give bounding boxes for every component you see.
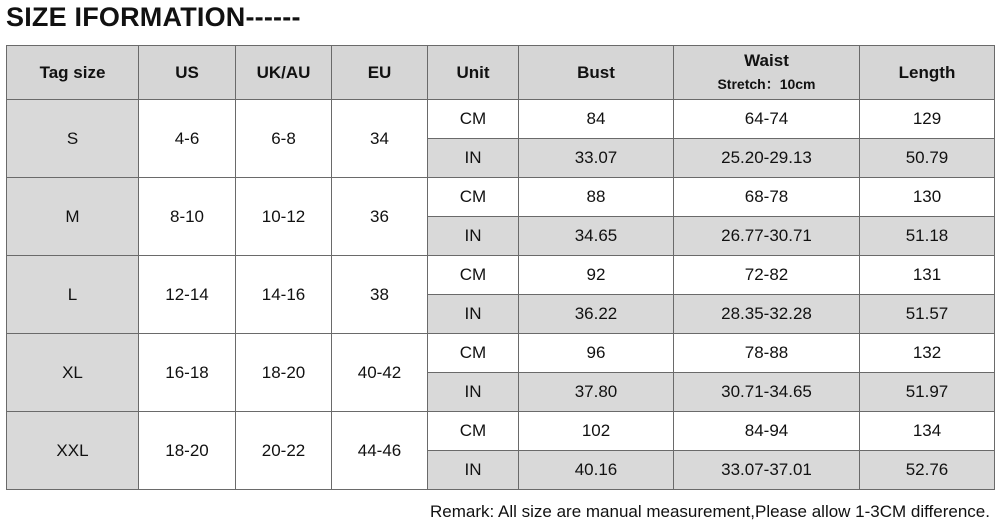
- cell-length: 129: [860, 100, 995, 139]
- cell-waist: 68-78: [674, 178, 860, 217]
- table-row: [7, 100, 995, 139]
- cell-ukau: 6-8: [236, 100, 332, 178]
- cell-tag-size: L: [7, 256, 139, 334]
- header-unit: Unit: [428, 46, 519, 100]
- cell-waist: 72-82: [674, 256, 860, 295]
- cell-tag-size: M: [7, 178, 139, 256]
- table-body: [7, 100, 995, 490]
- cell-waist: 84-94: [674, 412, 860, 451]
- cell-bust: 96: [519, 334, 674, 373]
- cell-length: 134: [860, 412, 995, 451]
- cell-length: 130: [860, 178, 995, 217]
- cell-waist: 26.77-30.71: [674, 217, 860, 256]
- header-ukau: UK/AU: [236, 46, 332, 100]
- cell-ukau: 18-20: [236, 334, 332, 412]
- cell-us: 4-6: [139, 100, 236, 178]
- cell-bust: 37.80: [519, 373, 674, 412]
- table-row: [7, 334, 995, 373]
- table-row: [7, 256, 995, 295]
- cell-waist: 28.35-32.28: [674, 295, 860, 334]
- cell-unit: CM: [428, 412, 519, 451]
- cell-bust: 88: [519, 178, 674, 217]
- header-bust: Bust: [519, 46, 674, 100]
- cell-length: 52.76: [860, 451, 995, 490]
- cell-eu: 44-46: [332, 412, 428, 490]
- header-waist-stretch: Stretch：10cm: [717, 76, 816, 92]
- cell-bust: 34.65: [519, 217, 674, 256]
- table-row: [7, 178, 995, 217]
- cell-us: 8-10: [139, 178, 236, 256]
- cell-unit: CM: [428, 256, 519, 295]
- header-waist: [674, 46, 860, 100]
- cell-unit: IN: [428, 139, 519, 178]
- cell-waist: 30.71-34.65: [674, 373, 860, 412]
- cell-ukau: 10-12: [236, 178, 332, 256]
- cell-unit: IN: [428, 373, 519, 412]
- cell-length: 132: [860, 334, 995, 373]
- cell-length: 50.79: [860, 139, 995, 178]
- cell-length: 51.97: [860, 373, 995, 412]
- cell-eu: 36: [332, 178, 428, 256]
- header-us: US: [139, 46, 236, 100]
- cell-unit: CM: [428, 334, 519, 373]
- header-length: Length: [860, 46, 995, 100]
- cell-waist: 64-74: [674, 100, 860, 139]
- cell-bust: 36.22: [519, 295, 674, 334]
- header-row: [7, 46, 995, 100]
- cell-unit: IN: [428, 295, 519, 334]
- cell-waist: 25.20-29.13: [674, 139, 860, 178]
- cell-bust: 40.16: [519, 451, 674, 490]
- cell-us: 18-20: [139, 412, 236, 490]
- cell-length: 51.18: [860, 217, 995, 256]
- cell-waist: 33.07-37.01: [674, 451, 860, 490]
- cell-eu: 34: [332, 100, 428, 178]
- cell-waist: 78-88: [674, 334, 860, 373]
- cell-bust: 102: [519, 412, 674, 451]
- cell-bust: 84: [519, 100, 674, 139]
- cell-us: 12-14: [139, 256, 236, 334]
- cell-tag-size: XL: [7, 334, 139, 412]
- header-tag-size: Tag size: [7, 46, 139, 100]
- cell-length: 131: [860, 256, 995, 295]
- cell-eu: 40-42: [332, 334, 428, 412]
- header-waist-label: Waist: [744, 51, 789, 70]
- table-row: [7, 412, 995, 451]
- cell-bust: 33.07: [519, 139, 674, 178]
- header-eu: EU: [332, 46, 428, 100]
- cell-unit: CM: [428, 178, 519, 217]
- cell-us: 16-18: [139, 334, 236, 412]
- cell-unit: IN: [428, 217, 519, 256]
- cell-unit: CM: [428, 100, 519, 139]
- size-table: [6, 45, 995, 490]
- cell-tag-size: XXL: [7, 412, 139, 490]
- remark-text: Remark: All size are manual measurement,Please allow 1-3CM difference.: [430, 502, 990, 521]
- cell-ukau: 20-22: [236, 412, 332, 490]
- cell-eu: 38: [332, 256, 428, 334]
- page-title: SIZE IFORMATION------: [6, 2, 301, 32]
- cell-unit: IN: [428, 451, 519, 490]
- cell-ukau: 14-16: [236, 256, 332, 334]
- cell-tag-size: S: [7, 100, 139, 178]
- cell-bust: 92: [519, 256, 674, 295]
- cell-length: 51.57: [860, 295, 995, 334]
